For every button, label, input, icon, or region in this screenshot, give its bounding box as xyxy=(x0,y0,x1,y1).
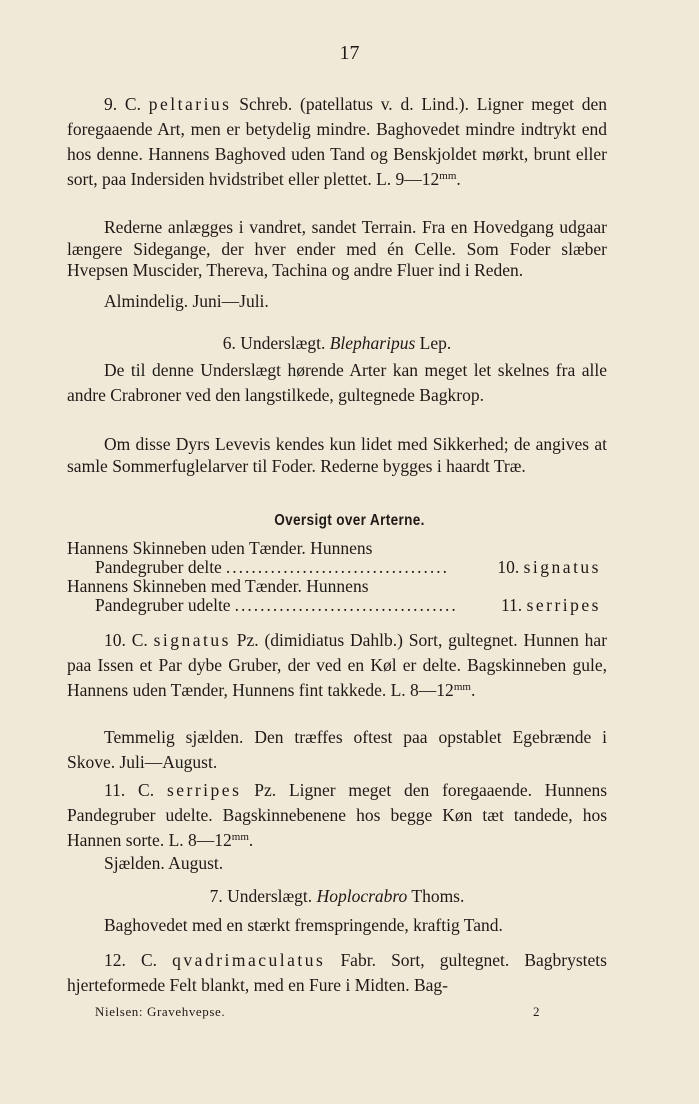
page-number: 17 xyxy=(339,42,360,64)
species-11-description: 11. C. serripes Pz. Ligner meget den foregaaende. Hunnens Pandegruber udelte. Bagskinnebenene hos begge Køn tæt tandede, hos Hannen sorte. L. $8—12^{mm}$. xyxy=(67,780,608,850)
key-heading: Oversigt over Arterne. xyxy=(274,512,425,529)
subgenus-7-heading: 7. Underslægt. Hoplocrabro Thoms. xyxy=(209,886,465,906)
species-name: qvadrimaculatus xyxy=(172,950,326,970)
species-9-description: 9. C. peltarius Schreb. (patellatus v. d. Lind.). Ligner meget den foregaaende Art, men er betydelig mindre. Baghovedet mindre indtrykt end hos denne. Hannens Baghoved uden Tand og Benskjoldet mørkt, brunt eller sort, paa Indersiden hvidstribet eller plettet. L. $9—12^{mm}$. xyxy=(67,94,607,189)
key-line-1a: Hannens Skinneben uden Tænder. Hunnens xyxy=(67,538,373,558)
key-line-2a: Hannens Skinneben med Tænder. Hunnens xyxy=(67,576,369,596)
nesting-paragraph: Rederne anlægges i vandret, sandet Terrain. Fra en Hovedgang udgaar længere Sidegange, der hver ender med én Celle. Som Foder slæber Hvepsen Muscider, Thereva, Tachina og andre Fluer ind i Reden. xyxy=(67,217,607,280)
species-11-occurrence: Sjælden. August. xyxy=(104,853,224,873)
biology-paragraph: Om disse Dyrs Levevis kendes kun lidet med Sikkerhed; de angives at samle Sommerfuglelarver til Foder. Rederne bygges i haardt Træ. xyxy=(67,434,607,476)
subgenus-6-intro: De til denne Underslægt hørende Arter kan meget let skelnes fra alle andre Crabroner ved den langstilkede, gultegnede Bagkrop. xyxy=(67,360,607,405)
species-10-description: 10. C. signatus Pz. (dimidiatus Dahlb.) Sort, gultegnet. Hunnen har paa Issen et Par dybe Gruber, der ved en Køl er delte. Bagskinneben gule, Hannens uden Tænder, Hunnens fint takkede. L. $8—12^{mm}$. xyxy=(67,630,608,700)
subgenus-7-intro: Baghovedet med en stærkt fremspringende, kraftig Tand. xyxy=(104,915,503,935)
footer-title: Nielsen: Gravehvepse. xyxy=(95,1004,226,1019)
key-line-2b: Pandegruber udelte ................................... 11. serripes xyxy=(95,595,601,615)
key-line-1b: Pandegruber delte ................................... 10. signatus xyxy=(95,557,601,577)
species-10-occurrence: Temmelig sjælden. Den træffes oftest paa opstablet Egebrænde i Skove. Juli—August. xyxy=(67,727,607,772)
species-name: peltarius xyxy=(148,94,232,114)
species-name: serripes xyxy=(166,780,242,800)
subgenus-6-heading: 6. Underslægt. Blepharipus Lep. xyxy=(222,333,452,353)
occurrence-note: Almindelig. Juni—Juli. xyxy=(104,291,269,311)
species-12-description: 12. C. qvadrimaculatus Fabr. Sort, gultegnet. Bagbrystets hjerteformede Felt blankt, med en Fure i Midten. Bag- xyxy=(67,950,607,995)
signature-mark: 2 xyxy=(533,1004,540,1019)
species-name: signatus xyxy=(153,630,231,650)
